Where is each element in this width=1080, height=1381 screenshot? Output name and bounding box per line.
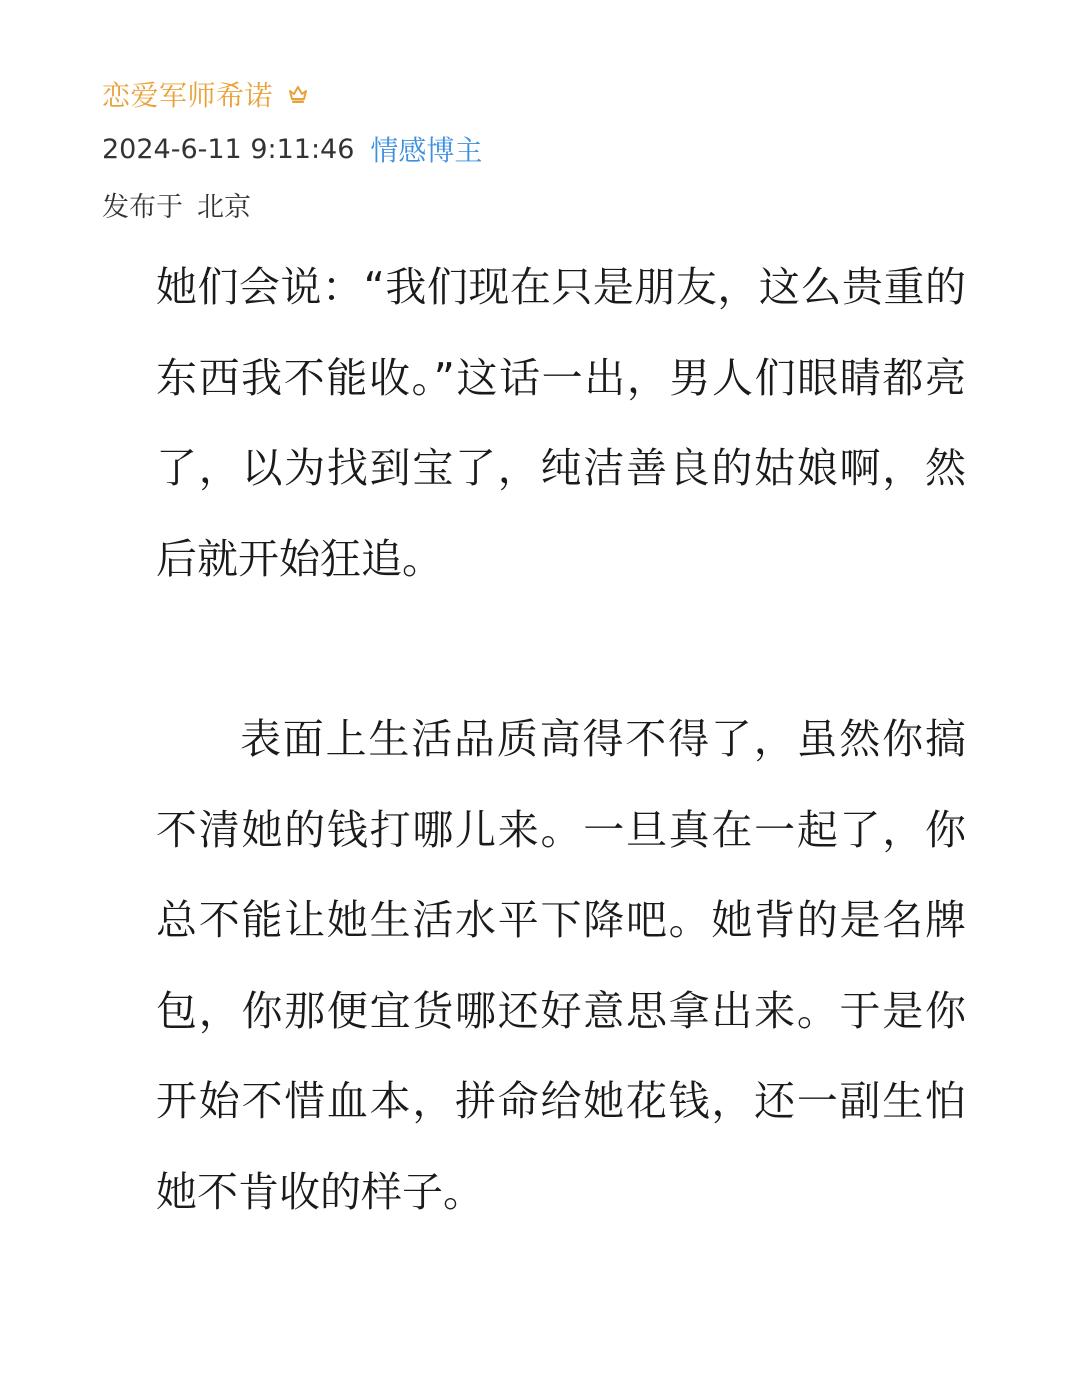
author-name[interactable]: 恋爱军师希诺 xyxy=(102,79,274,112)
article-paragraph: 表面上生活品质高得不得了，虽然你搞不清她的钱打哪儿来。一旦真在一起了，你总不能让她生活水平下降吧。她背的是名牌包，你那便宜货哪还好意思拿出来。于是你开始不惜血本，拼命给她花钱，还一副生怕她不肯收的样子。 xyxy=(156,715,966,1216)
article-body xyxy=(156,242,966,1237)
author-row xyxy=(102,72,982,116)
location-row xyxy=(102,182,982,226)
article-paragraph: 她们会说：“我们现在只是朋友，这么贵重的东西我不能收。”这话一出，男人们眼睛都亮了，以为找到宝了，纯洁善良的姑娘啊，然后就开始狂追。 xyxy=(156,263,966,583)
location-label: 发布于 xyxy=(102,191,183,223)
post-header xyxy=(102,72,982,226)
role-tag[interactable]: 情感博主 xyxy=(370,134,483,167)
crown-icon xyxy=(287,83,309,105)
location-value: 北京 xyxy=(197,191,251,223)
post-timestamp: 2024-6-11 9:11:46 xyxy=(102,133,355,165)
meta-row xyxy=(102,127,982,171)
